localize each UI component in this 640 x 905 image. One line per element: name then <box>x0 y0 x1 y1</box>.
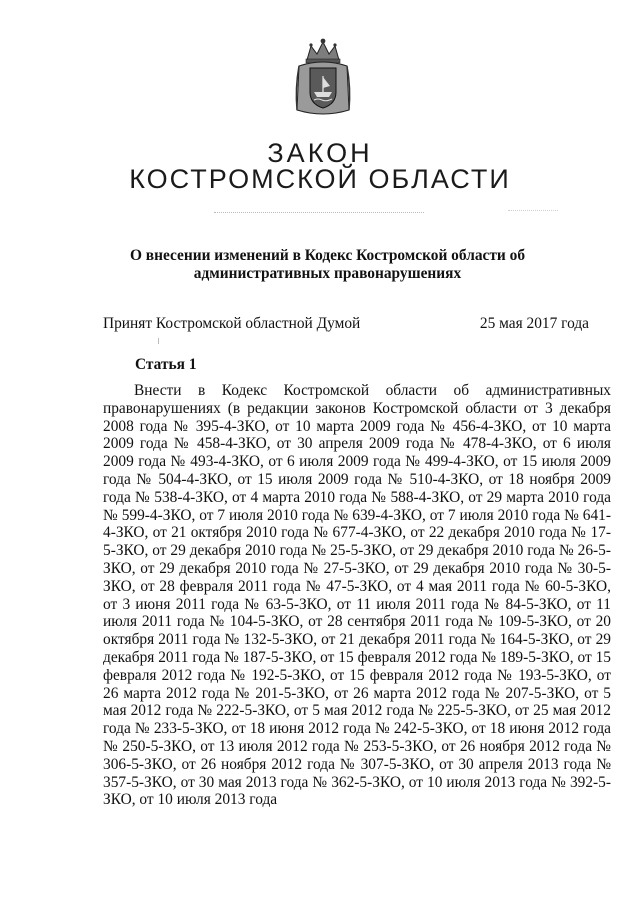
article-heading: Статья 1 <box>135 356 197 373</box>
document-subtitle: КОСТРОМСКОЙ ОБЛАСТИ <box>129 164 511 194</box>
adoption-line <box>103 315 589 333</box>
document-title: ЗАКОН <box>267 138 373 168</box>
law-subject: О внесении изменений в Кодекс Костромской области об административных правонарушениях <box>129 247 526 282</box>
adoption-date: 25 мая 2017 года <box>479 315 589 332</box>
coat-of-arms-icon <box>293 36 353 118</box>
divider <box>508 210 558 211</box>
article-body: Внести в Кодекс Костромской области об административных правонарушениях (в редакции законов Костромской области от 3 декабря 2008 года № 395-4-ЗКО, от 10 марта 2009 года № 456-4-ЗКО, от 10 марта 2009 года № 458-4-ЗКО, от 30 апреля 2009 года № 478-4-ЗКО, от 6 июля 2009 года № 493-4-ЗКО, от 6 июля 2009 года № 499-4-ЗКО, от 15 июля 2009 года № 504-4-ЗКО, от 15 июля 2009 года № 510-4-ЗКО, от 18 ноября 2009 года № 538-4-ЗКО, от 4 марта 2010 года № 588-4-ЗКО, от 29 марта 2010 года № 599-4-ЗКО, от 7 июля 2010 года № 639-4-ЗКО, от 7 июля 2010 года № 641-4-ЗКО, от 21 октября 2010 года № 677-4-ЗКО, от 22 декабря 2010 года № 17-5-ЗКО, от 29 декабря 2010 года № 25-5-ЗКО, от 29 декабря 2010 года № 26-5-ЗКО, от 29 декабря 2010 года № 27-5-ЗКО, от 29 декабря 2010 года № 30-5-ЗКО, от 28 февраля 2011 года № 47-5-ЗКО, от 4 мая 2011 года № 60-5-ЗКО, от 3 июня 2011 года № 63-5-ЗКО, от 11 июля 2011 года № 84-5-ЗКО, от 11 июля 2011 года № 104-5-ЗКО, от 28 сентября 2011 года № 109-5-ЗКО, от 20 октября 2011 года № 132-5-ЗКО, от 21 декабря 2011 года № 164-5-ЗКО, от 29 декабря 2011 года № 187-5-ЗКО, от 15 февраля 2012 года № 189-5-ЗКО, от 15 февраля 2012 года № 192-5-ЗКО, от 15 февраля 2012 года № 193-5-ЗКО, от 26 марта 2012 года № 201-5-ЗКО, от 26 марта 2012 года № 207-5-ЗКО, от 5 мая 2012 года № 222-5-ЗКО, от 5 мая 2012 года № 225-5-ЗКО, от 25 мая 2012 года № 233-5-ЗКО, от 18 июня 2012 года № 242-5-ЗКО, от 18 июня 2012 года № 250-5-ЗКО, от 13 июля 2012 года № 253-5-ЗКО, от 26 ноября 2012 года № 306-5-ЗКО, от 26 ноября 2012 года № 307-5-ЗКО, от 30 апреля 2013 года № 357-5-ЗКО, от 30 мая 2013 года № 362-5-ЗКО, от 10 июля 2013 года № 392-5-ЗКО, от 10 июля 2013 года <box>103 382 611 809</box>
adoption-text: Принят Костромской областной Думой <box>103 315 361 332</box>
divider <box>214 212 424 213</box>
scan-mark <box>158 338 163 344</box>
